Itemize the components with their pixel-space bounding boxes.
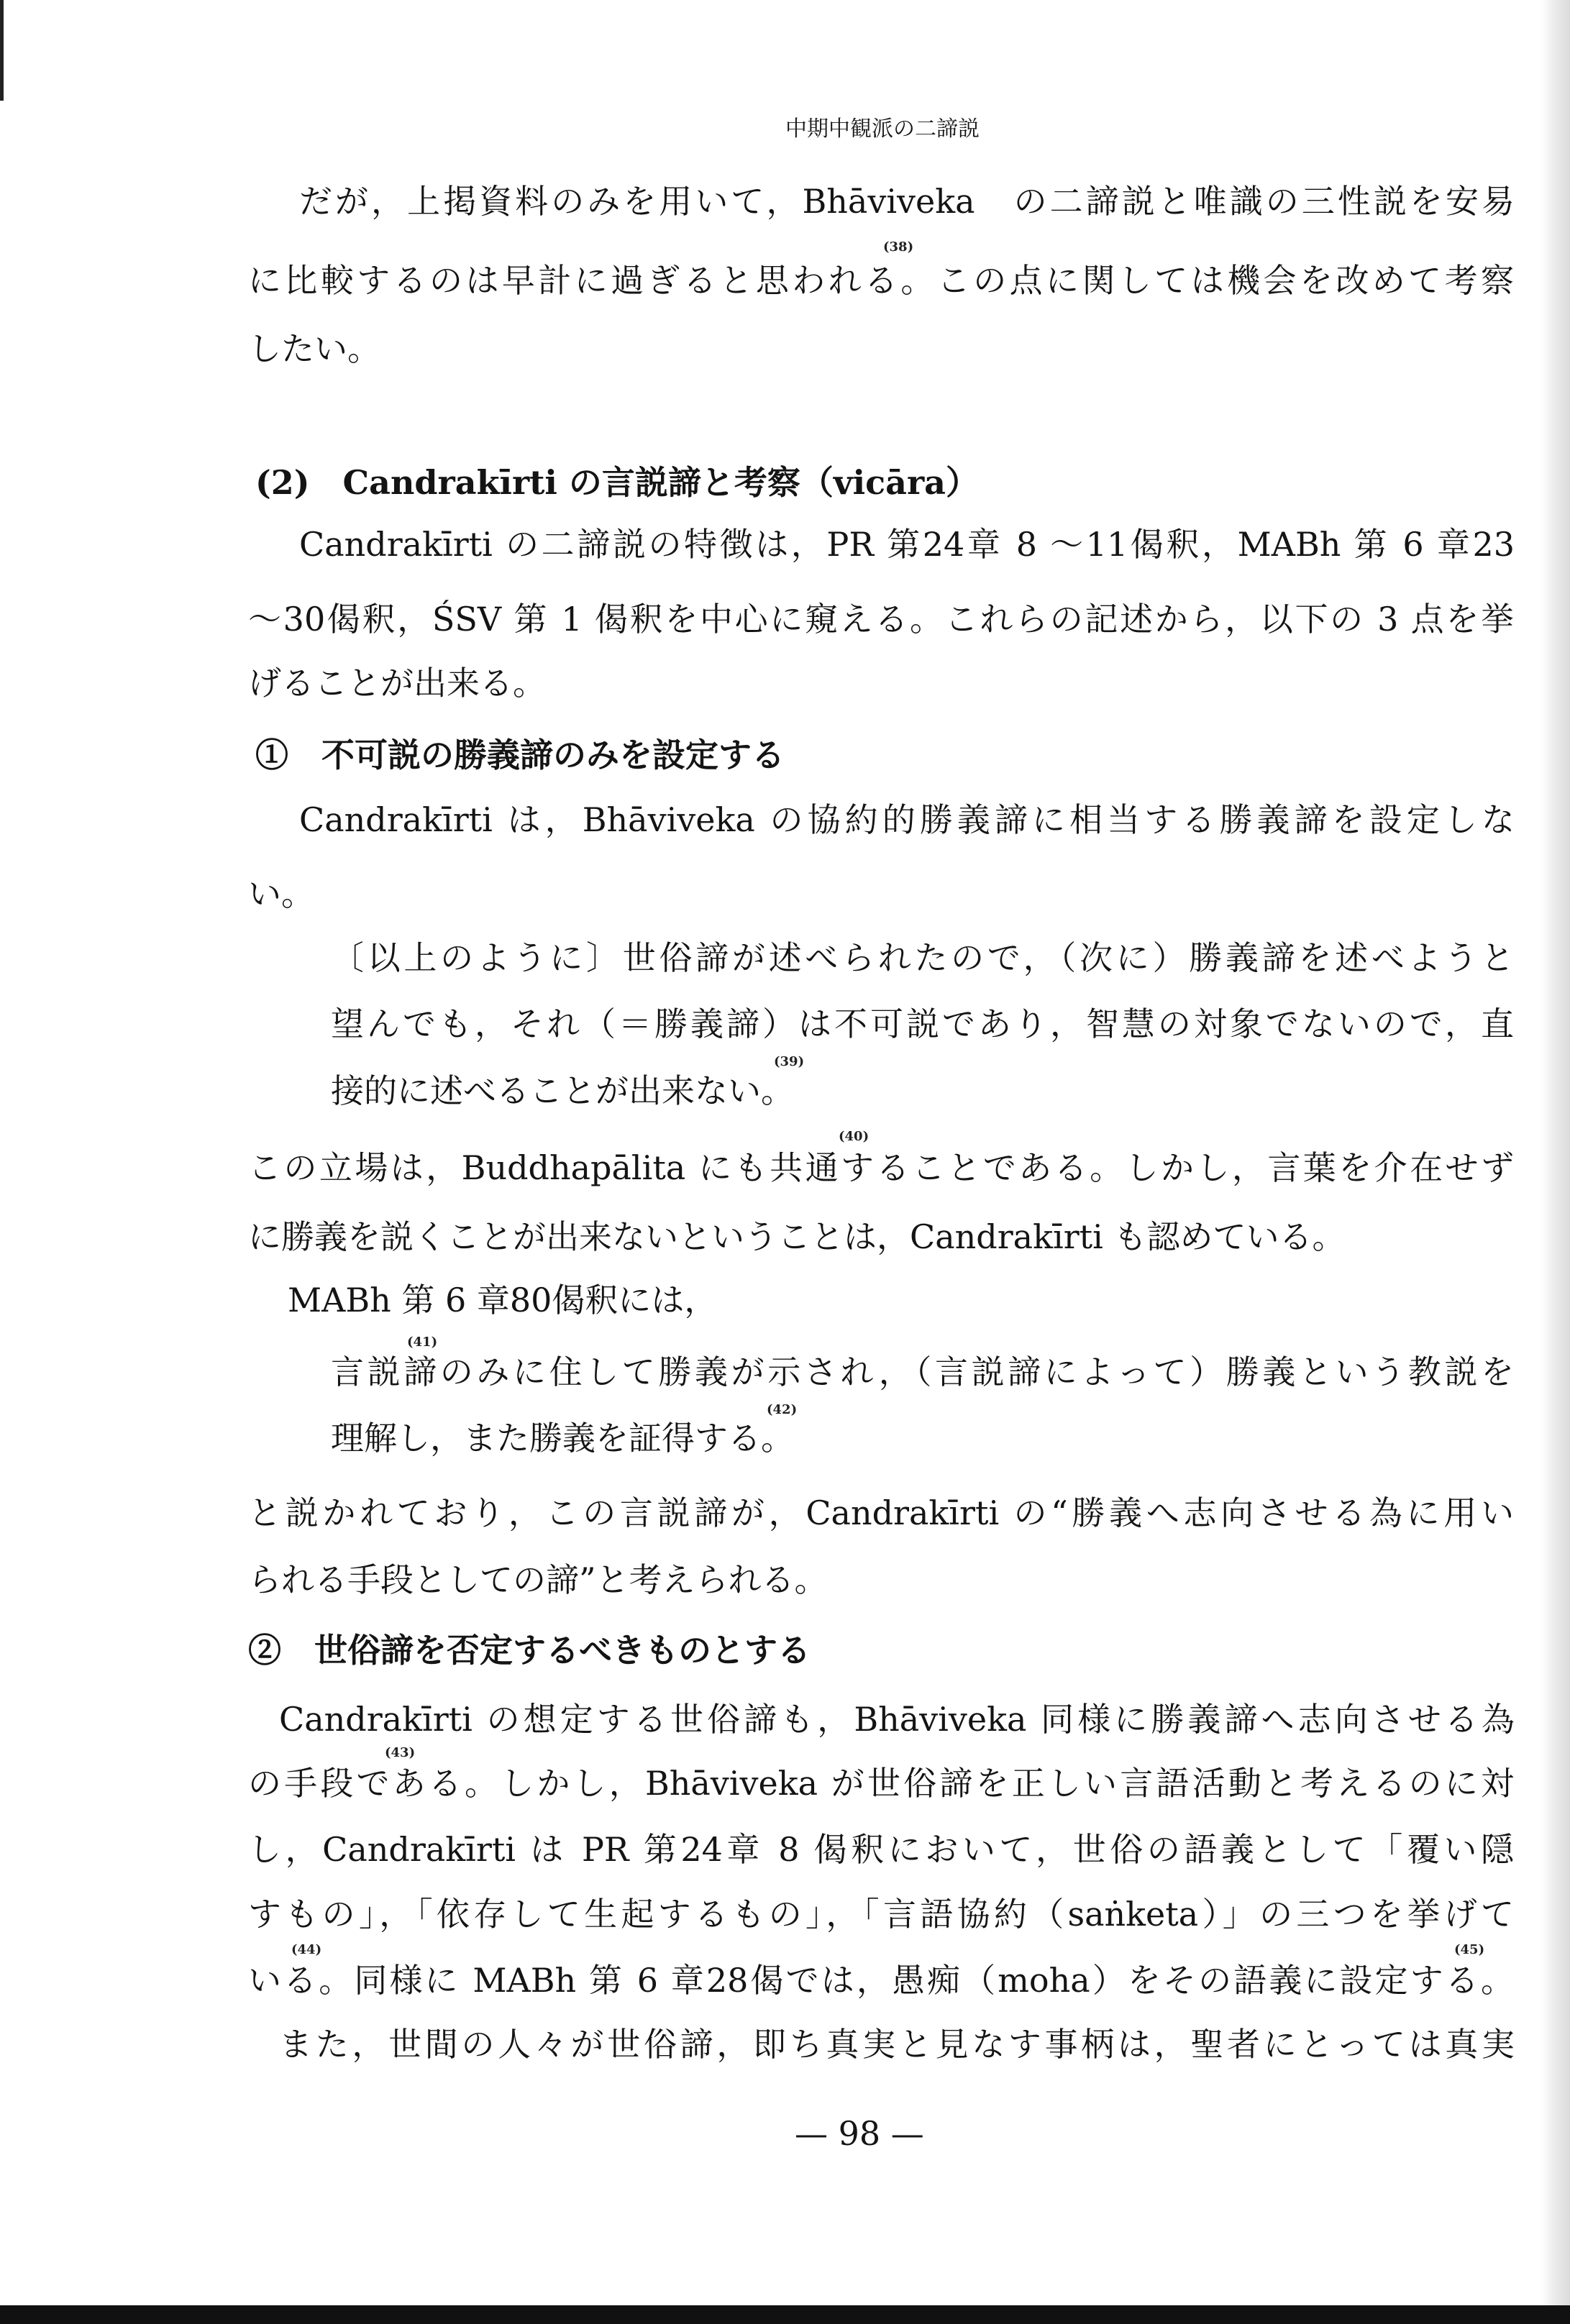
footnote-marker: (40) (839, 1129, 870, 1144)
quote-line: 接的に述べることが出来ない。 (331, 1071, 794, 1110)
footnote-marker: (43) (385, 1745, 416, 1760)
text-line: また，世間の人々が世俗諦，即ち真実と見なす事柄は，聖者にとっては真実 (279, 2025, 1515, 2064)
text-line: すもの」，「依存して生起するもの」，「言語協約（saṅketa）」の三つを挙げて (248, 1895, 1514, 1934)
text-line: だが，上掲資料のみを用いて，Bhāviveka の二諦説と唯識の三性説を安易 (299, 182, 1515, 221)
footnote-marker: (42) (767, 1402, 798, 1417)
footnote-marker: (44) (291, 1942, 322, 1957)
text-line: られる手段としての諦”と考えられる。 (248, 1560, 828, 1599)
scan-edge-left (0, 0, 4, 101)
running-head: 中期中観派の二諦説 (785, 116, 980, 142)
text-line: ～30偈釈，ŚSV 第 1 偈釈を中心に窺える。これらの記述から，以下の 3 点を挙 (248, 600, 1514, 639)
scan-edge-bottom (0, 2305, 1570, 2324)
footnote-marker: (39) (774, 1054, 805, 1069)
text-line: と説かれており，この言説諦が，Candrakīrti の“勝義へ志向させる為に用い (248, 1493, 1514, 1532)
quote-line: 理解し，また勝義を証得する。 (331, 1419, 794, 1458)
text-line: に比較するのは早計に過ぎると思われる。この点に関しては機会を改めて考察 (248, 261, 1514, 300)
text-line: MABh 第 6 章80偈釈には， (288, 1281, 718, 1319)
text-line: いる。同様に MABh 第 6 章28偈では，愚痴（moha）をその語義に設定する。 (248, 1961, 1514, 2000)
text-line: したい。 (248, 329, 380, 368)
text-line: Candrakīrti は，Bhāviveka の協約的勝義諦に相当する勝義諦を設定しな (299, 800, 1515, 839)
section-heading: (2) Candrakīrti の言説諦と考察（vicāra） (255, 463, 979, 502)
text-line: この立場は，Buddhapālita にも共通することである。しかし，言葉を介在せず (248, 1148, 1514, 1187)
text-line: の手段である。しかし，Bhāviveka が世俗諦を正しい言語活動と考えるのに対 (248, 1764, 1514, 1803)
footnote-marker: (41) (407, 1335, 438, 1350)
footnote-marker: (38) (883, 239, 914, 255)
text-line: に勝義を説くことが出来ないということは，Candrakīrti も認めている。 (248, 1217, 1346, 1256)
point-heading: ② 世俗諦を否定するべきものとする (248, 1631, 811, 1670)
point-heading: ① 不可説の勝義諦のみを設定する (255, 736, 785, 774)
text-line: げることが出来る。 (248, 664, 546, 703)
quote-line: 言説諦のみに住して勝義が示され，（言説諦によって）勝義という教説を (331, 1353, 1514, 1391)
text-line: し，Candrakīrti は PR 第24章 8 偈釈において，世俗の語義として「覆い隠 (248, 1830, 1514, 1869)
quote-line: 〔以上のように〕世俗諦が述べられたので，（次に）勝義諦を述べようと (331, 938, 1514, 977)
scan-edge-right (1541, 0, 1570, 2324)
text-line: Candrakīrti の二諦説の特徴は，PR 第24章 8 ～11偈釈，MABh 第 6 章23 (299, 525, 1515, 564)
quote-line: 望んでも，それ（＝勝義諦）は不可説であり，智慧の対象でないので，直 (331, 1005, 1514, 1043)
text-line: Candrakīrti の想定する世俗諦も，Bhāviveka 同様に勝義諦へ志向させる為 (279, 1700, 1515, 1739)
page-number: — 98 — (795, 2114, 924, 2153)
footnote-marker: (45) (1454, 1942, 1485, 1957)
text-line: い。 (248, 874, 314, 913)
